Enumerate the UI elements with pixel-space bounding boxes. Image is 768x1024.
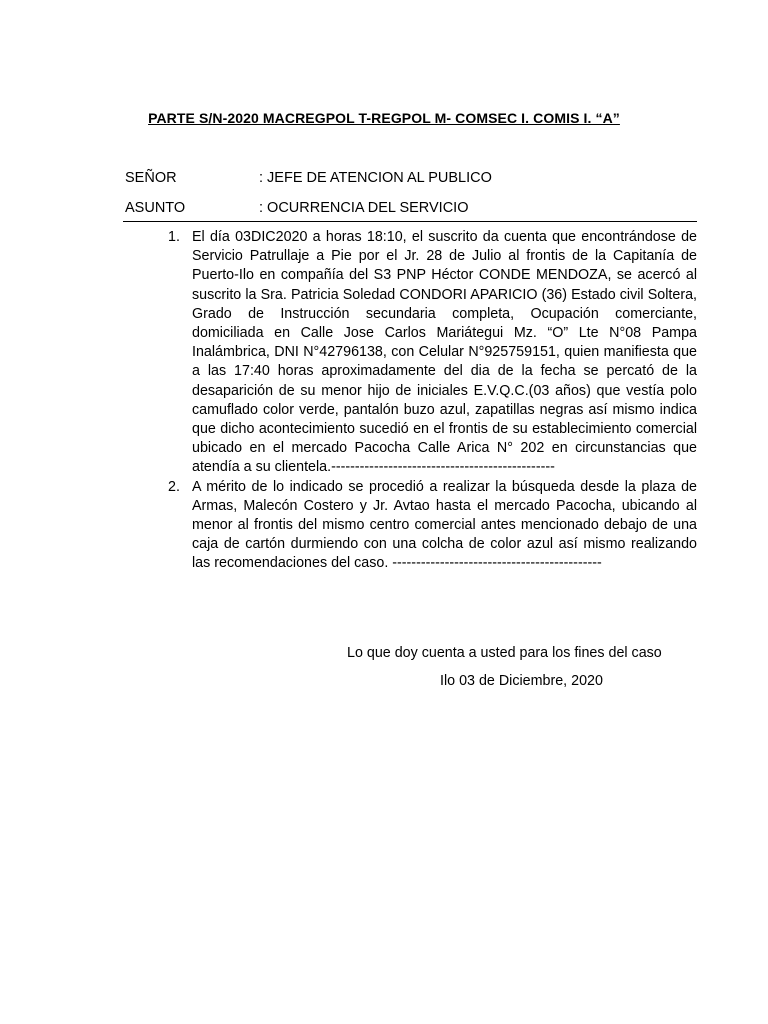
- closing-statement: Lo que doy cuenta a usted para los fines del caso: [347, 645, 662, 661]
- document-date: Ilo 03 de Diciembre, 2020: [440, 673, 603, 689]
- subject-label: ASUNTO: [125, 200, 186, 216]
- report-items: [168, 228, 697, 574]
- report-item-1: [168, 228, 697, 478]
- subject-value: : OCURRENCIA DEL SERVICIO: [259, 200, 469, 216]
- item-number: 1.: [168, 229, 180, 245]
- header-divider: [123, 221, 697, 222]
- recipient-label: SEÑOR: [125, 170, 177, 186]
- item-text: A mérito de lo indicado se procedió a realizar la búsqueda desde la plaza de Armas, Malecón Costero y Jr. Avtao hasta el mercado Pacocha, ubicando al menor al frontis del mismo centro comercial antes mencionado debajo de una caja de cartón durmiendo con una colcha de color azul así mismo realizando las recomendaciones del caso. --------------------------------------------: [192, 478, 697, 572]
- document-title: PARTE S/N-2020 MACREGPOL T-REGPOL M- COMSEC I. COMIS I. “A”: [148, 110, 620, 126]
- recipient-value: : JEFE DE ATENCION AL PUBLICO: [259, 170, 492, 186]
- item-number: 2.: [168, 478, 180, 495]
- item-text: El día 03DIC2020 a horas 18:10, el suscrito da cuenta que encontrándose de Servicio Patrullaje a Pie por el Jr. 28 de Julio al frontis de la Capitanía de Puerto-Ilo en compañía del S3 PNP Héctor CONDE MENDOZA, se acercó al suscrito la Sra. Patricia Soledad CONDORI APARICIO (36) Estado civil Soltera, Grado de Instrucción secundaria completa, Ocupación comerciante, domiciliada en Calle Jose Carlos Mariátegui Mz. “O” Lte N°08 Pampa Inalámbrica, DNI N°42796138, con Celular N°925759151, quien manifiesta que a las 17:40 horas aproximadamente del dia de la fecha se percató de la desaparición de su menor hijo de iniciales E.V.Q.C.(03 años) que vestía polo camuflado color verde, pantalón buzo azul, zapatillas negras así mismo indica que dicho acontecimiento sucedió en el frontis de su establecimiento comercial ubicado en el mercado Pacocha Calle Arica N° 202 en circunstancias que atendía a su clientela.-----------------------------------------------: [192, 229, 697, 476]
- report-item-2: [168, 478, 697, 574]
